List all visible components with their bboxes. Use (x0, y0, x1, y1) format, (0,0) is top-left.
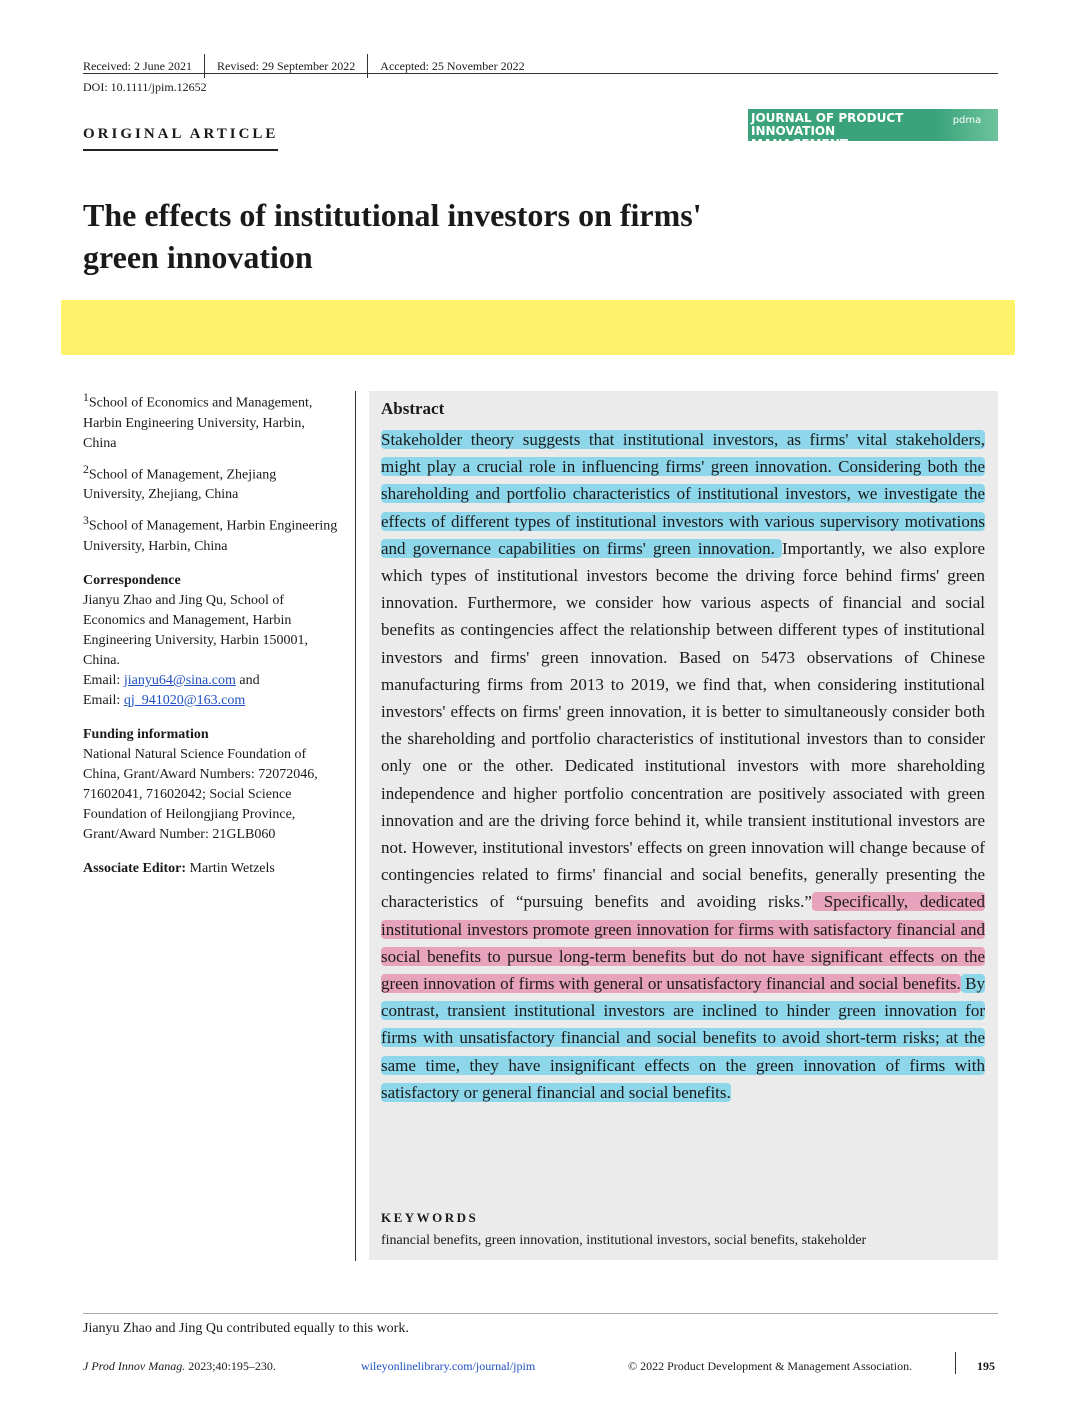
correspondence-heading: Correspondence (83, 572, 181, 588)
keywords-text: financial benefits, green innovation, institutional investors, social benefits, stakeholder (381, 1233, 867, 1248)
footer-divider (955, 1352, 956, 1374)
funding-text: National Natural Science Foundation of China, Grant/Award Numbers: 72072046, 71602041, 71602042; Social Science Foundation of Heilongjiang Province, Grant/Award Number: 21GLB060 (83, 746, 318, 842)
journal-logo-line1: JOURNAL OF PRODUCT (751, 111, 904, 125)
highlight-bar (61, 300, 1015, 355)
email-line-1: Email: jianyu64@sina.com and (83, 672, 260, 688)
author-info-column (83, 388, 338, 879)
revised-date: Revised: 29 September 2022 (216, 58, 356, 73)
accepted-date: Accepted: 25 November 2022 (380, 58, 525, 73)
abstract-plain-text: Importantly, we also explore which types of institutional investors become the driving force behind firms' green innovation. Furthermore, we consider how various aspects of financial and social benefits as contingencies affect the relationship between different types of institutional investors and firms' green innovation. Based on 5473 observations of Chinese manufacturing firms from 2013 to 2019, we find that, when considering institutional investors' effects on firms' green innovation, it is better to simultaneously consider both the shareholding and portfolio characteristics of institutional investors than to consider only one or the other. Dedicated institutional investors with more shareholding independence and higher portfolio concentration are positively associated with green innovation and are the driving force behind it, while transient institutional investors are not. However, institutional investors' effects on green innovation will change because of contingencies related to firms' financial and social benefits, generally presenting the characteristics of “pursuing benefits and avoiding risks.” (381, 538, 986, 912)
citation: J Prod Innov Manag. 2023;40:195–230. (83, 1359, 276, 1373)
associate-editor: Associate Editor: Martin Wetzels (83, 860, 275, 876)
funding-block (83, 725, 338, 845)
footnote: Jianyu Zhao and Jing Qu contributed equally to this work. (83, 1321, 409, 1336)
footnote-rule (83, 1313, 998, 1314)
column-divider (355, 391, 356, 1261)
funding-heading: Funding information (83, 726, 209, 742)
copyright: © 2022 Product Development & Management Association. (628, 1359, 913, 1373)
journal-url (361, 1359, 535, 1374)
article-type: ORIGINAL ARTICLE (83, 126, 278, 151)
title-line-2: green innovation (83, 239, 313, 275)
abstract-highlight-blue-2: By contrast, transient institutional investors are inclined to hinder green innovation for firms with unsatisfactory financial and social benefits to avoid short-term risks; at the same time, they have insignificant effects on the green innovation of firms with satisfactory or general financial and social benefits. (381, 974, 985, 1102)
email-link-2[interactable]: qj_941020@163.com (123, 692, 246, 708)
doi: DOI: 10.1111/jpim.12652 (83, 80, 207, 94)
header-rule (83, 73, 998, 74)
journal-logo-line2: INNOVATION MANAGEMENT (751, 124, 848, 151)
abstract-highlight-blue-1: Stakeholder theory suggests that institutional investors, as firms' vital stakeholders, might play a crucial role in influencing firms' green innovation. Considering both the shareholding and portfolio characteristics of institutional investors, we investigate the effects of different types of institutional investors with various supervisory motivations and governance capabilities on firms' green innovation. (381, 430, 985, 558)
correspondence-block (83, 571, 338, 711)
article-title (83, 194, 843, 278)
pdma-badge: pdma (936, 109, 998, 141)
affiliation-1: $^1$School of Economics and Management, Harbin Engineering University, Harbin, China (83, 391, 313, 451)
abstract-text (381, 426, 985, 1106)
abstract-heading: Abstract (381, 399, 445, 418)
journal-url-link[interactable]: wileyonlinelibrary.com/journal/jpim (361, 1359, 536, 1373)
journal-logo (748, 109, 998, 151)
email-line-2: Email: qj_941020@163.com (83, 692, 246, 708)
abstract-highlight-pink: Specifically, dedicated institutional investors promote green innovation for firms with satisfactory financial and social benefits to pursue long-term benefits but do not have significant effects on the green innovation of firms with general or unsatisfactory financial and social benefits. (381, 892, 986, 994)
received-date: Received: 2 June 2021 (83, 58, 192, 73)
email-link-1[interactable]: jianyu64@sina.com (123, 672, 236, 688)
affiliation-3: $^3$School of Management, Harbin Engineering University, Harbin, China (83, 514, 338, 554)
page-number: 195 (977, 1359, 995, 1373)
correspondence-text: Jianyu Zhao and Jing Qu, School of Economics and Management, Harbin Engineering University, Harbin 150001, China. (83, 592, 308, 668)
article-dates (83, 54, 537, 78)
title-line-1: The effects of institutional investors on firms' (83, 197, 702, 233)
affiliation-2: $^2$School of Management, Zhejiang University, Zhejiang, China (83, 462, 277, 503)
keywords-heading: KEYWORDS (381, 1210, 479, 1225)
